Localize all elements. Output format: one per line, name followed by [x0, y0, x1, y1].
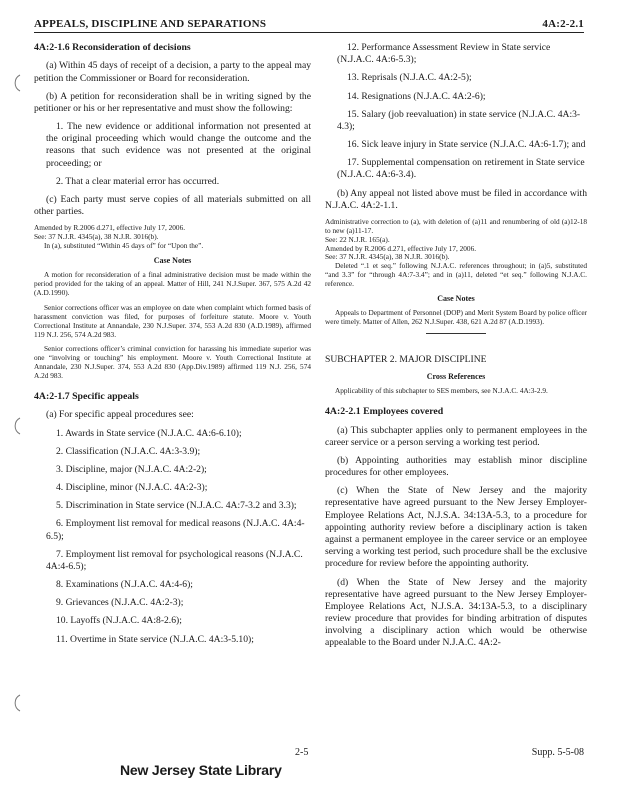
case-note: A motion for reconsideration of a final administrative decision must be made within the period provided for the taking of an appeal. Matter of Hill, 241 N.J.Super. 367, 575 A.2d 42 (A.D.1990).: [34, 270, 311, 297]
case-notes-title: Case Notes: [153, 256, 192, 265]
history-line: In (a), substituted “Within 45 days of” for “Upon the”.: [44, 241, 204, 251]
history-line: See: 37 N.J.R. 4345(a), 38 N.J.R. 3016(b).: [34, 232, 159, 242]
list-item: 17. Supplemental compensation on retirement in State service (N.J.A.C. 4A:6-3.4).: [337, 157, 585, 181]
paragraph: (b) A petition for reconsideration shall be in writing signed by the petitioner or his or her representative and must show the following:: [34, 90, 311, 114]
header-section: 4A:2-2.1: [542, 18, 584, 30]
history-line: Deleted “.1 et seq.” following N.J.A.C. references throughout; in (a)5, substituted “and 3.3” for “through 4A:7-3.4”; and in (a)11, deleted “et seq.” following N.J.A.C. reference.: [325, 261, 587, 289]
case-note: Senior corrections officer was an employee on date when complaint which formed basis of harassment conviction was filed, for purposes of forfeiture statute. Moore v. Youth Correctional Institute at Annandale, 230 N.J.Super. 374, 553 A.2d 830 (A.D.1989), affirmed 119 N.J. 256, 574 A.2d 983.: [34, 302, 311, 339]
paragraph: (b) Any appeal not listed above must be filed in accordance with N.J.A.C. 4A:2-1.1.: [325, 187, 587, 211]
list-item: 14. Resignations (N.J.A.C. 4A:2-6);: [347, 90, 486, 102]
list-item: 3. Discipline, major (N.J.A.C. 4A:2-2);: [56, 463, 207, 475]
section-title: 4A:2-2.1 Employees covered: [325, 406, 444, 418]
list-item: 12. Performance Assessment Review in State service (N.J.A.C. 4A:6-5.3);: [337, 42, 551, 66]
punch-hole-mark: [4, 415, 26, 437]
appeal-list-continued: [325, 42, 587, 182]
supplement-date: Supp. 5-5-08: [531, 747, 584, 758]
paragraph: (d) When the State of New Jersey and the majority representative have agreed pursuant to the New Jersey Employer-Employee Relations Act, N.J.S.A. 34:13A-5.3, to a disciplinary review procedure that provides for binding arbitration of disputes involving a disciplinary action which would be otherwise appealable to the Board under N.J.A.C. 4A:2-: [325, 576, 587, 649]
list-item: 13. Reprisals (N.J.A.C. 4A:2-5);: [347, 72, 472, 84]
paragraph: (c) When the State of New Jersey and the majority representative have agreed pursuant to the New Jersey Employer-Employee Relations Act, N.J.S.A. 34:13A-5.3, to a procedure for appointing authority review before a disciplinary action is taken against a permanent employee in the career service or an employee serving a working test period, such procedure shall be the exclusive procedure for review before the appointing authority.: [325, 485, 587, 570]
list-item: 2. Classification (N.J.A.C. 4A:3-3.9);: [56, 445, 201, 457]
list-item: 1. Awards in State service (N.J.A.C. 4A:6-6.10);: [56, 427, 242, 439]
history-note: [34, 224, 311, 251]
header-title: APPEALS, DISCIPLINE AND SEPARATIONS: [34, 18, 267, 30]
cross-references-title: Cross References: [426, 372, 486, 382]
right-column: [325, 42, 587, 656]
section-title: 4A:2-1.6 Reconsideration of decisions: [34, 42, 191, 53]
list-item: 6. Employment list removal for medical reasons (N.J.A.C. 4A:4-6.5);: [46, 518, 305, 542]
section-divider: [426, 333, 486, 334]
list-item: 15. Salary (job reevaluation) in state service (N.J.A.C. 4A:3-4.3);: [337, 108, 581, 132]
list-item: 8. Examinations (N.J.A.C. 4A:4-6);: [56, 579, 193, 591]
section-title: 4A:2-1.7 Specific appeals: [34, 390, 139, 402]
history-line: See: 22 N.J.R. 165(a).: [325, 234, 390, 244]
paragraph: (a) For specific appeal procedures see:: [46, 409, 194, 421]
case-note: Appeals to Department of Personnel (DOP) and Merit System Board by police officer were timely. Matter of Allen, 262 N.J.Super. 438, 621 A.2d 87 (A.D.1993).: [325, 308, 587, 327]
paragraph: (c) Each party must serve copies of all materials submitted on all other parties.: [34, 193, 311, 218]
list-item: 10. Layoffs (N.J.A.C. 4A:8-2.6);: [56, 615, 182, 627]
library-stamp: New Jersey State Library: [120, 762, 282, 778]
list-item: 11. Overtime in State service (N.J.A.C. 4A:3-5.10);: [56, 633, 254, 645]
left-column: [34, 42, 311, 652]
punch-hole-mark: [4, 692, 26, 714]
list-item: 5. Discrimination in State service (N.J.A.C. 4A:7-3.2 and 3.3);: [56, 500, 297, 512]
list-item: 16. Sick leave injury in State service (N.J.A.C. 4A:6-1.7); and: [347, 139, 586, 151]
paragraph: 1. The new evidence or additional information not presented at the original proceeding which would change the outcome and the reasons that such evidence was not presented at the original proceeding; or: [46, 121, 311, 169]
appeal-list: [34, 428, 311, 646]
history-line: Amended by R.2006 d.271, effective July 17, 2006.: [34, 223, 186, 233]
list-item: 9. Grievances (N.J.A.C. 4A:2-3);: [56, 597, 184, 609]
case-note: Senior corrections officer’s criminal conviction for harassing his immediate superior was one “involving or touching” his employment. Moore v. Youth Correctional Institute at Annandale, 230 N.J.Super. 374, 553 A.2d 830 (App.Div.1989) affirmed 119 N.J. 256, 574 A.2d 983.: [34, 344, 311, 381]
paragraph: (a) This subchapter applies only to permanent employees in the career service or a person serving a working test period.: [325, 424, 587, 448]
paragraph: 2. That a clear material error has occurred.: [56, 175, 220, 187]
running-header: [34, 10, 584, 33]
history-line: Amended by R.2006 d.271, effective July 17, 2006.: [325, 243, 477, 253]
history-line: See: 37 N.J.R. 4345(a), 38 N.J.R. 3016(b).: [325, 252, 450, 262]
list-item: 4. Discipline, minor (N.J.A.C. 4A:2-3);: [56, 482, 208, 494]
page-number: 2-5: [295, 747, 309, 758]
punch-hole-mark: [4, 72, 26, 94]
history-note: [325, 218, 587, 289]
paragraph: (b) Appointing authorities may establish minor discipline procedures for other employees.: [325, 454, 587, 479]
history-line: Administrative correction to (a), with deletion of (a)11 and renumbering of old (a)12-18 to new (a)11-17.: [325, 216, 587, 235]
case-notes-title: Case Notes: [437, 294, 475, 304]
cross-reference: Applicability of this subchapter to SES members, see N.J.A.C. 4A:3-2.9.: [335, 386, 548, 396]
list-item: 7. Employment list removal for psychological reasons (N.J.A.C. 4A:4-6.5);: [46, 548, 303, 572]
subchapter-heading: SUBCHAPTER 2. MAJOR DISCIPLINE: [325, 353, 487, 365]
paragraph: (a) Within 45 days of receipt of a decision, a party to the appeal may petition the Commissioner or Board for reconsideration.: [34, 60, 311, 84]
